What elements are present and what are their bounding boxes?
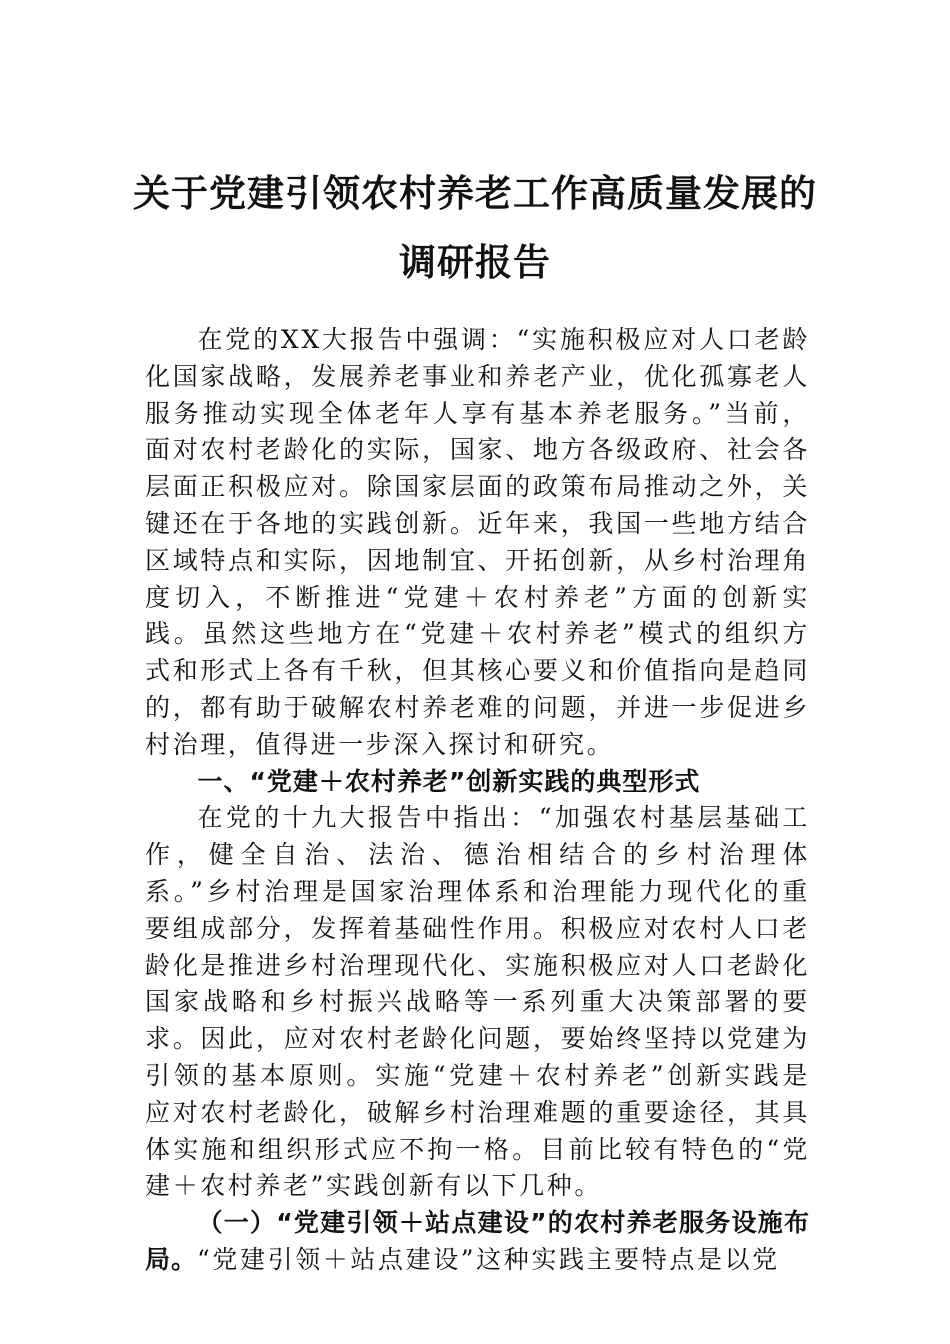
document-title-line-2: 调研报告 [399, 240, 551, 284]
subsection-1-paragraph [145, 1205, 810, 1279]
section-1-heading: 一、“党建＋农村养老”创新实践的典型形式 [197, 766, 701, 796]
document-title-line-1: 关于党建引领农村养老工作高质量发展的 [133, 171, 817, 215]
subsection-1-heading: （一）“党建引领＋站点建设”的农村养老服务设施布局。 [145, 1208, 810, 1274]
section-1-paragraph: 在党的十九大报告中指出：“加强农村基层基础工作，健全自治、法治、德治相结合的乡村治理体系。”乡村治理是国家治理体系和治理能力现代化的重要组成部分，发挥着基础性作用。积极应对农村人口老龄化是推进乡村治理现代化、实施积极应对人口老龄化国家战略和乡村振兴战略等一系列重大决策部署的要求。因此，应对农村老龄化问题，要始终坚持以党建为引领的基本原则。实施“党建＋农村养老”创新实践是应对农村老龄化，破解乡村治理难题的重要途径，其具体实施和组织形式应不拘一格。目前比较有特色的“党建＋农村养老”实践创新有以下几种。 [145, 803, 810, 1201]
subsection-1-body: “党建引领＋站点建设”这种实践主要特点是以党 [197, 1244, 780, 1274]
document-body [145, 322, 810, 1279]
intro-paragraph: 在党的XX大报告中强调：“实施积极应对人口老龄化国家战略，发展养老事业和养老产业，优化孤寡老人服务推动实现全体老年人享有基本养老服务。”当前，面对农村老龄化的实际，国家、地方各级政府、社会各层面正积极应对。除国家层面的政策布局推动之外，关键还在于各地的实践创新。近年来，我国一些地方结合区域特点和实际，因地制宜、开拓创新，从乡村治理角度切入，不断推进“党建＋农村养老”方面的创新实践。虽然这些地方在“党建＋农村养老”模式的组织方式和形式上各有千秋，但其核心要义和价值指向是趋同的，都有助于破解农村养老难的问题，并进一步促进乡村治理，值得进一步深入探讨和研究。 [145, 325, 810, 759]
